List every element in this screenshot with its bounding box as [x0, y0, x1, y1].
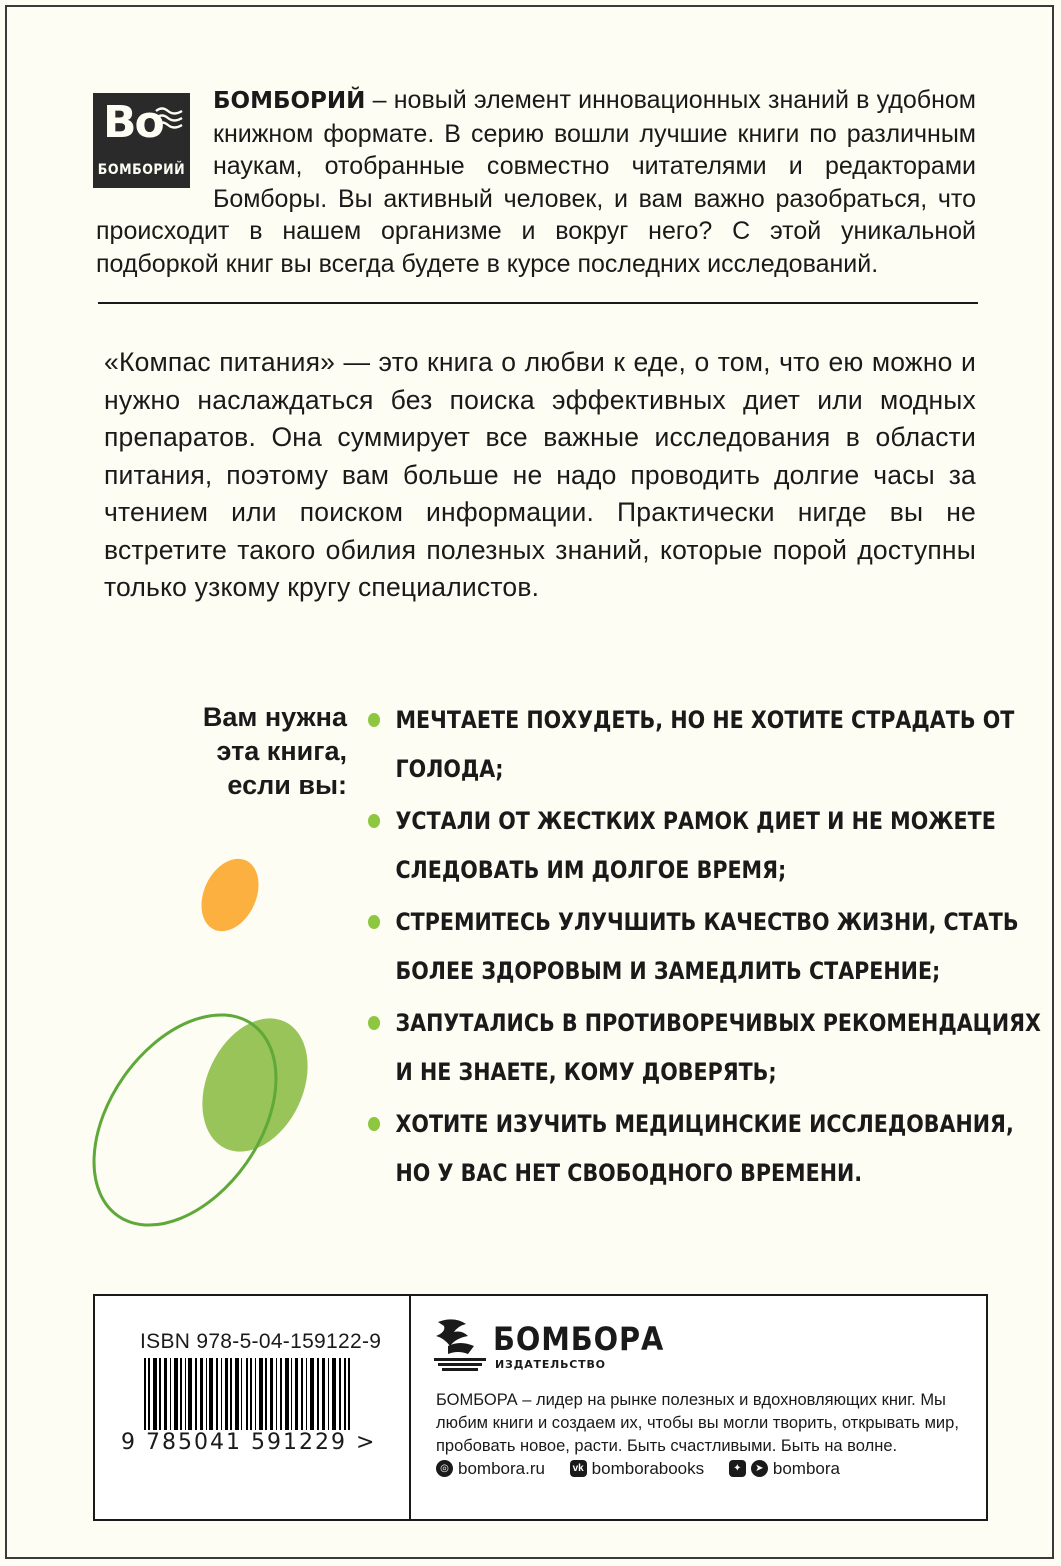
need-list-item [368, 696, 1049, 793]
vk-icon: vk [570, 1460, 587, 1477]
need-item-text: МЕЧТАЕТЕ ПОХУДЕТЬ, НО НЕ ХОТИТЕ СТРАДАТЬ ОТ ГОЛОДА; [395, 706, 1015, 783]
series-logo-symbol: Bo [103, 97, 163, 148]
need-list [368, 696, 1041, 1201]
orange-oval-shape [190, 855, 269, 940]
social-link-telegram[interactable] [729, 1459, 840, 1479]
barcode-digits: 9 785041 591229 > [121, 1430, 377, 1455]
social-label: bombora [772, 1458, 840, 1478]
bullet-dot-icon [368, 713, 380, 727]
series-intro-text: – новый элемент инновационных знаний в удобном книжном формате. В серию вошли лучшие книги по различным наукам, отобранные совместно читателями и редакторами Бомборы. Вы активный человек, и вам важно разобраться, что происходит в нашем организме и вокруг него? С этой уникальной подборкой книг вы всегда будете в курсе последних исследований. [96, 86, 976, 278]
bullet-dot-icon [368, 1016, 380, 1030]
need-item-text: УСТАЛИ ОТ ЖЕСТКИХ РАМОК ДИЕТ И НЕ МОЖЕТЕ СЛЕДОВАТЬ ИМ ДОЛГОЕ ВРЕМЯ; [395, 807, 996, 884]
telegram-icon: ➤ [751, 1460, 768, 1477]
divider [98, 302, 978, 304]
dzen-icon: ✦ [729, 1460, 746, 1477]
need-heading-line: если вы: [227, 770, 347, 800]
globe-icon: ◎ [436, 1460, 453, 1477]
need-list-item [368, 898, 1049, 995]
decorative-shapes [70, 855, 330, 1245]
bombora-wave-logo-icon [432, 1316, 488, 1374]
bullet-dot-icon [368, 915, 380, 929]
need-list-item [368, 1100, 1049, 1197]
bullet-dot-icon [368, 814, 380, 828]
social-link-vk[interactable] [570, 1459, 704, 1479]
isbn: ISBN 978-5-04-159122-9 [140, 1330, 382, 1353]
need-heading-line: Вам нужна [202, 702, 347, 732]
publisher-slogan: БОМБОРА – лидер на рынке полезных и вдохновляющих книг. Мы любим книги и создаем их, чтобы вы могли творить, открывать мир, пробовать новое, расти. Быть счастливыми. Быть на волне. [436, 1391, 959, 1455]
need-item-text: ХОТИТЕ ИЗУЧИТЬ МЕДИЦИНСКИЕ ИССЛЕДОВАНИЯ, НО У ВАС НЕТ СВОБОДНОГО ВРЕМЕНИ. [395, 1110, 1014, 1187]
publisher-name: БОМБОРА [493, 1320, 665, 1358]
publisher-panel [93, 1294, 988, 1521]
social-links [436, 1456, 860, 1479]
need-heading [150, 700, 347, 802]
panel-separator [409, 1296, 411, 1519]
social-label: bombora.ru [458, 1458, 545, 1478]
need-list-item [368, 797, 1049, 894]
series-intro [96, 84, 976, 280]
publisher-subtitle: ИЗДАТЕЛЬСТВО [495, 1358, 606, 1371]
social-link-website[interactable] [436, 1459, 545, 1479]
need-item-text: ЗАПУТАЛИСЬ В ПРОТИВОРЕЧИВЫХ РЕКОМЕНДАЦИЯХ И НЕ ЗНАЕТЕ, КОМУ ДОВЕРЯТЬ; [395, 1009, 1041, 1086]
need-list-item [368, 999, 1049, 1096]
series-brand: БОМБОРИЙ [213, 88, 366, 114]
book-description: «Компас питания» — это книга о любви к еде, о том, что ею можно и нужно наслаждаться без поиска эффективных диет или модных препаратов. Она суммирует все важные исследования в области питания, поэтому вам больше не надо проводить долгие часы за чтением или поиском информации. Практически нигде вы не встретите такого обилия полезных знаний, которые порой доступны только узкому кругу специалистов. [104, 347, 976, 602]
need-item-text: СТРЕМИТЕСЬ УЛУЧШИТЬ КАЧЕСТВО ЖИЗНИ, СТАТЬ БОЛЕЕ ЗДОРОВЫМ И ЗАМЕДЛИТЬ СТАРЕНИЕ; [395, 908, 1019, 985]
bullet-dot-icon [368, 1117, 380, 1131]
series-logo-name: БОМБОРИЙ [97, 162, 186, 178]
social-label: bomborabooks [591, 1458, 705, 1478]
need-heading-line: эта книга, [216, 736, 347, 766]
